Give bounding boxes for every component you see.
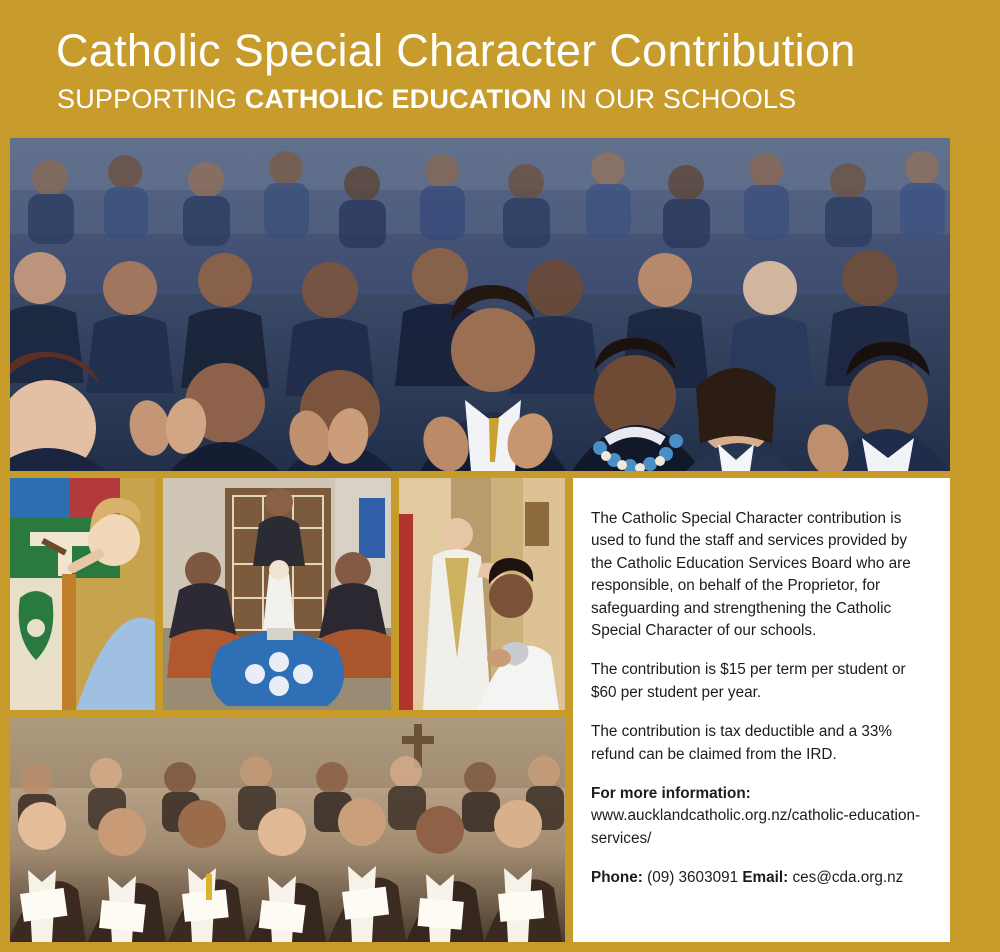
information-panel bbox=[573, 478, 950, 942]
assembly-illustration bbox=[10, 138, 950, 471]
subtitle-prefix: SUPPORTING bbox=[57, 84, 245, 114]
website-link[interactable]: www.aucklandcatholic.org.nz/catholic-education-services/ bbox=[591, 807, 921, 847]
contact-line bbox=[591, 867, 928, 889]
painting-illustration bbox=[10, 478, 155, 710]
choir-illustration bbox=[10, 718, 565, 942]
page-subtitle bbox=[57, 84, 796, 114]
contribution-amount: The contribution is $15 per term per student or $60 per student per year. bbox=[591, 661, 906, 701]
more-information-heading: For more information: bbox=[591, 785, 751, 803]
shrine-illustration bbox=[163, 478, 391, 710]
contribution-description: The Catholic Special Character contribution is used to fund the staff and services provided by the Catholic Education Services Board who are responsible, on behalf of the Proprietor, for safeguarding and strengthening the Catholic Special Character of our schools. bbox=[591, 510, 911, 640]
choir-photo bbox=[10, 718, 565, 942]
pacific-shrine-photo bbox=[163, 478, 391, 710]
student-painting-photo bbox=[10, 478, 155, 710]
email-label: Email: bbox=[742, 869, 789, 887]
poster-header bbox=[0, 0, 1000, 133]
students-assembly-photo bbox=[10, 138, 950, 471]
tax-deductible-note: The contribution is tax deductible and a 33% refund can be claimed from the IRD. bbox=[591, 723, 893, 763]
page-title: Catholic Special Character Contribution bbox=[56, 25, 856, 76]
subtitle-emphasis: CATHOLIC EDUCATION bbox=[244, 84, 552, 114]
email-value[interactable]: ces@cda.org.nz bbox=[792, 869, 904, 887]
phone-label: Phone: bbox=[591, 869, 643, 887]
subtitle-suffix: IN OUR SCHOOLS bbox=[551, 84, 797, 114]
blessing-photo bbox=[399, 478, 565, 710]
phone-value[interactable]: (09) 3603091 bbox=[647, 869, 739, 887]
blessing-illustration bbox=[399, 478, 565, 710]
